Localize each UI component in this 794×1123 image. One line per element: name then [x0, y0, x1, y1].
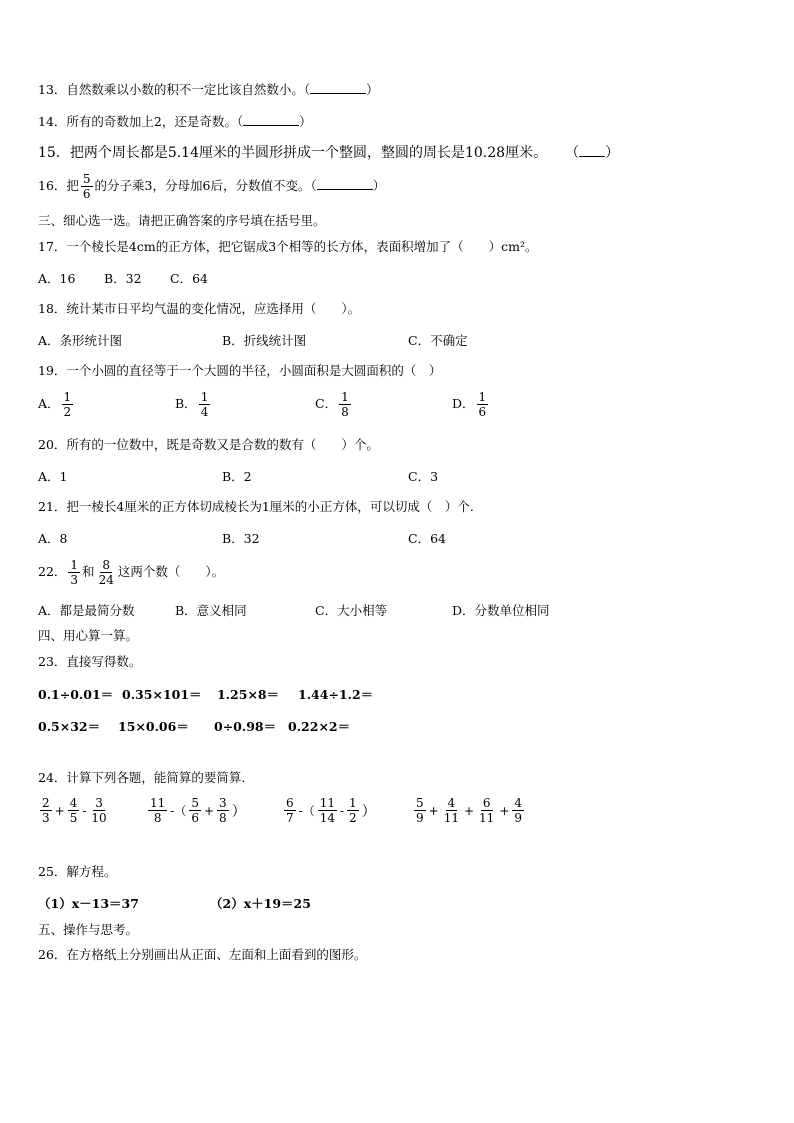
option-b[interactable]: B． $\frac{1}{4}$	[175, 390, 209, 419]
option-b[interactable]: B．32	[104, 271, 142, 286]
expression-2: $\frac{11}{8}$ -（ $\frac{5}{6}$ + $\frac{3}{8}$ ）	[150, 796, 246, 825]
calc-item: 1.44÷1.2＝	[298, 687, 374, 702]
calc-item: 0÷0.98＝	[214, 719, 277, 734]
option-d[interactable]: D．分数单位相同	[452, 603, 550, 618]
option-c[interactable]: C．不确定	[408, 333, 468, 348]
option-c[interactable]: C．64	[170, 271, 208, 286]
expression-1: $\frac{2}{3}$ + $\frac{4}{5}$ - $\frac{3}{10}$	[42, 796, 107, 825]
option-c[interactable]: C．大小相等	[315, 603, 388, 618]
question-17: 17．一个棱长是4cm的正方体，把它锯成3个相等的长方体，表面积增加了（ ）cm²。	[38, 239, 538, 254]
section-5-heading: 五、操作与思考。	[38, 922, 139, 937]
option-d[interactable]: D． $\frac{1}{6}$	[452, 390, 487, 419]
option-c[interactable]: C．64	[408, 531, 446, 546]
calc-item: 0.22×2＝	[288, 719, 351, 734]
calc-item: 1.25×8＝	[217, 687, 280, 702]
option-b[interactable]: B．折线统计图	[222, 333, 307, 348]
option-a[interactable]: A．16	[38, 271, 76, 286]
equation-1: （1）x－13＝37	[38, 896, 139, 911]
option-a[interactable]: A．都是最简分数	[38, 603, 135, 618]
answer-blank[interactable]	[579, 144, 605, 157]
question-26: 26．在方格纸上分别画出从正面、左面和上面看到的图形。	[38, 947, 367, 962]
option-a[interactable]: A．条形统计图	[38, 333, 123, 348]
question-23: 23．直接写得数。	[38, 654, 142, 669]
question-21: 21．把一棱长4厘米的正方体切成棱长为1厘米的小正方体，可以切成（ ）个.	[38, 499, 474, 514]
expression-4: $\frac{5}{9}$ + $\frac{4}{11}$ + $\frac{6}{11}$ + $\frac{4}{9}$	[416, 796, 523, 825]
fraction: $\frac{1}{3}$	[70, 558, 79, 587]
calc-item: 0.35×101＝	[122, 687, 202, 702]
question-15: 15．把两个周长都是5.14厘米的半圆形拼成一个整圆，整圆的周长是10.28厘米。 （ ）	[38, 145, 620, 161]
question-13: 13．自然数乘以小数的积不一定比该自然数小。（ ）	[38, 82, 379, 97]
option-a[interactable]: A．1	[38, 469, 68, 484]
option-b[interactable]: B．32	[222, 531, 260, 546]
question-20: 20．所有的一位数中，既是奇数又是合数的数有（ ）个。	[38, 437, 379, 452]
answer-blank[interactable]	[317, 177, 373, 190]
question-24: 24．计算下列各题，能简算的要简算.	[38, 770, 246, 785]
fraction: $\frac{1}{4}$	[200, 390, 209, 419]
question-19: 19．一个小圆的直径等于一个大圆的半径，小圆面积是大圆面积的（ ）	[38, 363, 442, 378]
expression-3: $\frac{6}{7}$ -（ $\frac{11}{14}$ - $\frac{1}{2}$ ）	[286, 796, 376, 825]
option-c[interactable]: C．3	[408, 469, 439, 484]
calc-item: 15×0.06＝	[118, 719, 189, 734]
option-a[interactable]: A．8	[38, 531, 68, 546]
answer-blank[interactable]	[310, 81, 366, 94]
fraction: $\frac{1}{6}$	[478, 390, 487, 419]
question-25: 25．解方程。	[38, 864, 117, 879]
calc-item: 0.1÷0.01＝	[38, 687, 114, 702]
question-16: 16．把 $\frac{5}{6}$ 的分子乘3，分母加6后，分数值不变。（ ）	[38, 172, 386, 201]
fraction: $\frac{1}{8}$	[341, 390, 349, 419]
option-c[interactable]: C． $\frac{1}{8}$	[315, 390, 349, 419]
calc-item: 0.5×32＝	[38, 719, 101, 734]
fraction: $\frac{8}{24}$	[98, 558, 114, 587]
question-14: 14．所有的奇数加上2，还是奇数。（ ）	[38, 114, 312, 129]
equation-2: （2）x＋19＝25	[210, 896, 311, 911]
question-18: 18．统计某市日平均气温的变化情况，应选择用（ ）。	[38, 301, 361, 316]
answer-blank[interactable]	[243, 113, 299, 126]
fraction: $\frac{5}{6}$	[82, 172, 91, 201]
option-a[interactable]: A． $\frac{1}{2}$	[38, 390, 72, 419]
section-3-heading: 三、细心选一选。请把正确答案的序号填在括号里。	[38, 213, 326, 228]
option-b[interactable]: B．2	[222, 469, 252, 484]
question-22: 22． $\frac{1}{3}$ 和 $\frac{8}{24}$ 这两个数（ ）。	[38, 558, 225, 587]
fraction: $\frac{1}{2}$	[63, 390, 72, 419]
section-4-heading: 四、用心算一算。	[38, 628, 139, 643]
option-b[interactable]: B．意义相同	[175, 603, 247, 618]
